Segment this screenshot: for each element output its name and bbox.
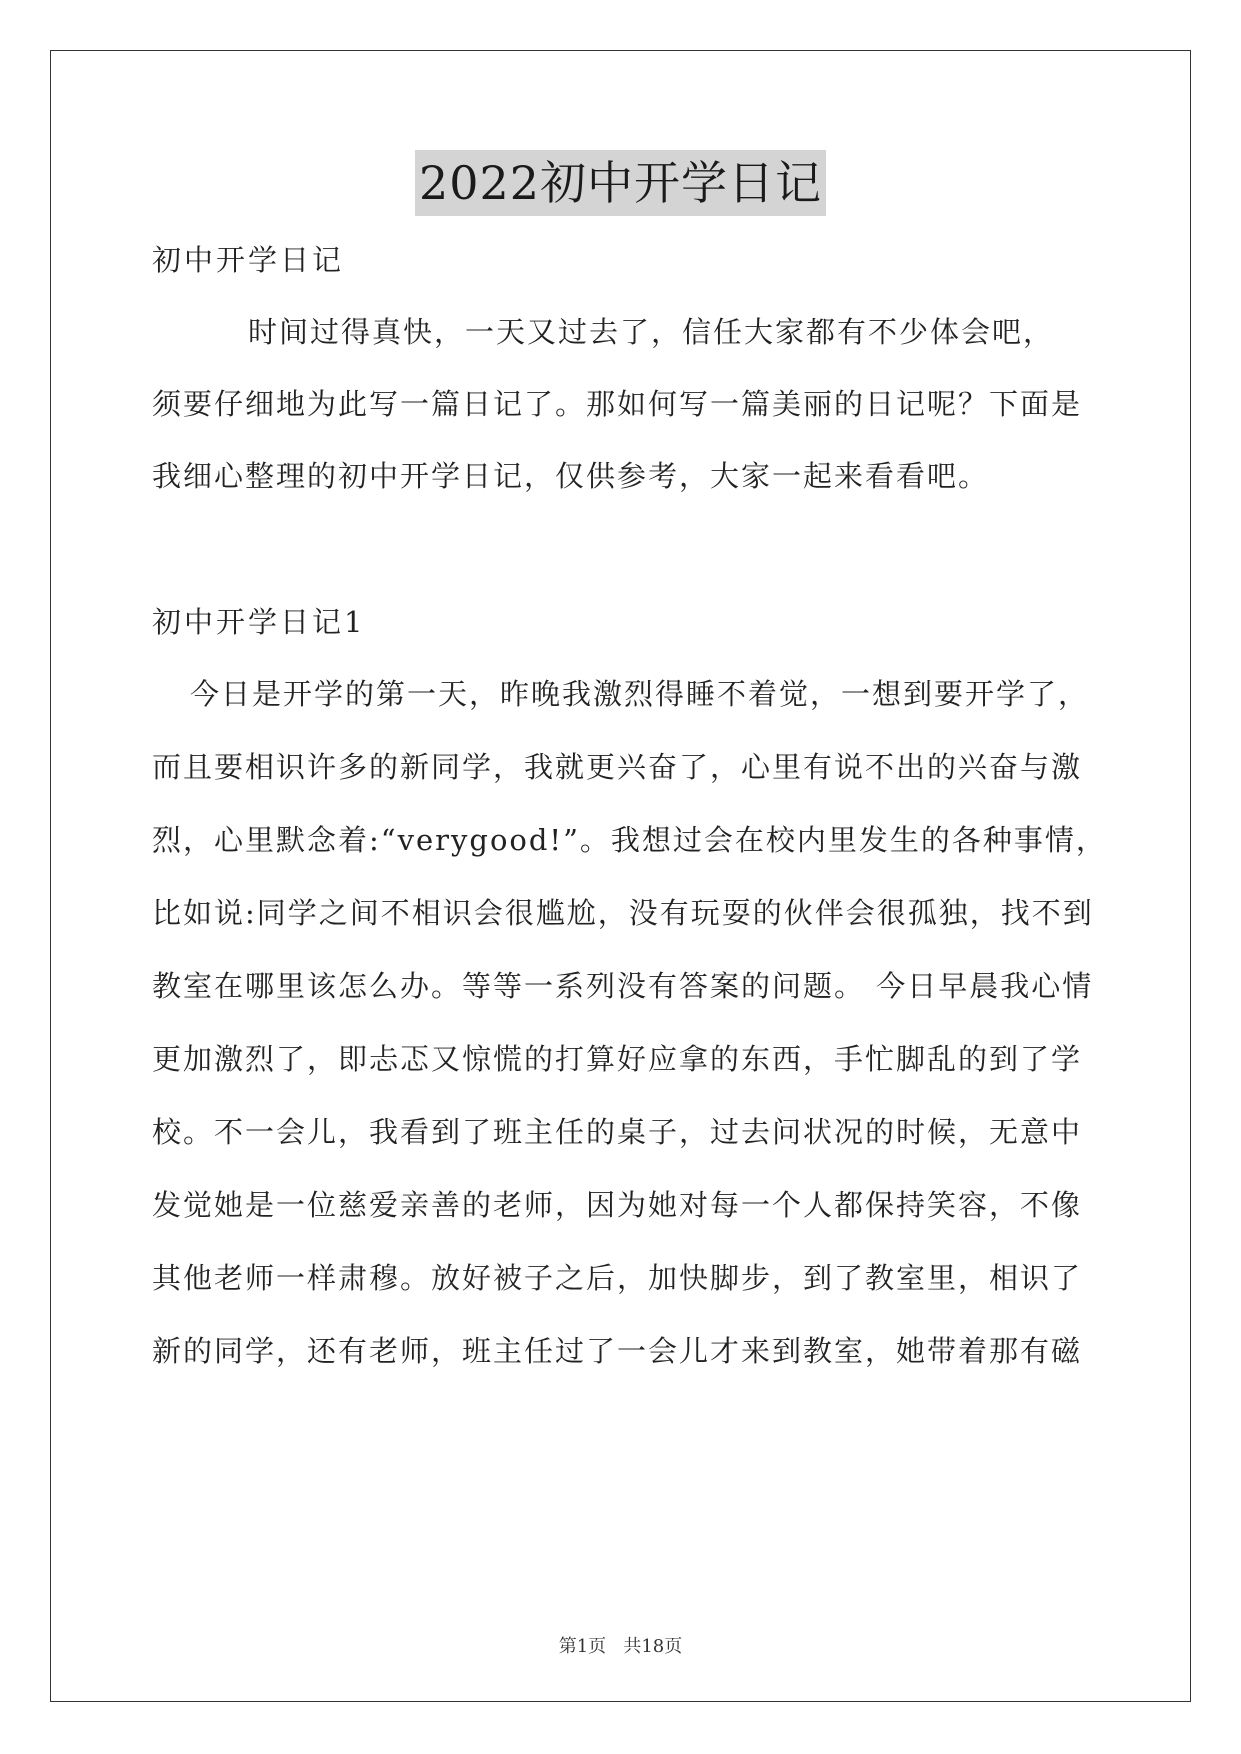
body-line: 其他老师一样肃穆。放好被子之后，加快脚步，到了教室里，相识了 — [152, 1261, 1083, 1295]
body-line: 而且要相识许多的新同学，我就更兴奋了，心里有说不出的兴奋与激 — [152, 750, 1083, 784]
body-line: 发觉她是一位慈爱亲善的老师，因为她对每一个人都保持笑容，不像 — [152, 1188, 1083, 1222]
body-line: 比如说:同学之间不相识会很尴尬，没有玩耍的伙伴会很孤独，找不到 — [152, 896, 1094, 930]
intro-line: 时间过得真快，一天又过去了，信任大家都有不少体会吧， — [248, 315, 1055, 349]
section-heading: 初中开学日记1 — [152, 605, 366, 639]
body-line: 教室在哪里该怎么办。等等一系列没有答案的问题。 今日早晨我心情 — [152, 969, 1094, 1003]
page-footer: 第1页 共18页 — [558, 1636, 683, 1657]
title-container — [0, 150, 1241, 216]
body-line: 烈，心里默念着:“verygood!”。我想过会在校内里发生的各种事情， — [152, 823, 1107, 857]
body-line: 今日是开学的第一天，昨晚我激烈得睡不着觉，一想到要开学了， — [190, 677, 1090, 711]
intro-line: 我细心整理的初中开学日记，仅供参考，大家一起来看看吧。 — [152, 459, 990, 493]
intro-line: 须要仔细地为此写一篇日记了。那如何写一篇美丽的日记呢？下面是 — [152, 387, 1083, 421]
body-line: 校。不一会儿，我看到了班主任的桌子，过去问状况的时候，无意中 — [152, 1115, 1083, 1149]
page-border — [50, 50, 1191, 1702]
body-line: 新的同学，还有老师，班主任过了一会儿才来到教室，她带着那有磁 — [152, 1334, 1083, 1368]
document-title: 2022初中开学日记 — [415, 150, 826, 216]
section-heading: 初中开学日记 — [152, 243, 345, 277]
body-line: 更加激烈了，即忐忑又惊慌的打算好应拿的东西，手忙脚乱的到了学 — [152, 1042, 1083, 1076]
